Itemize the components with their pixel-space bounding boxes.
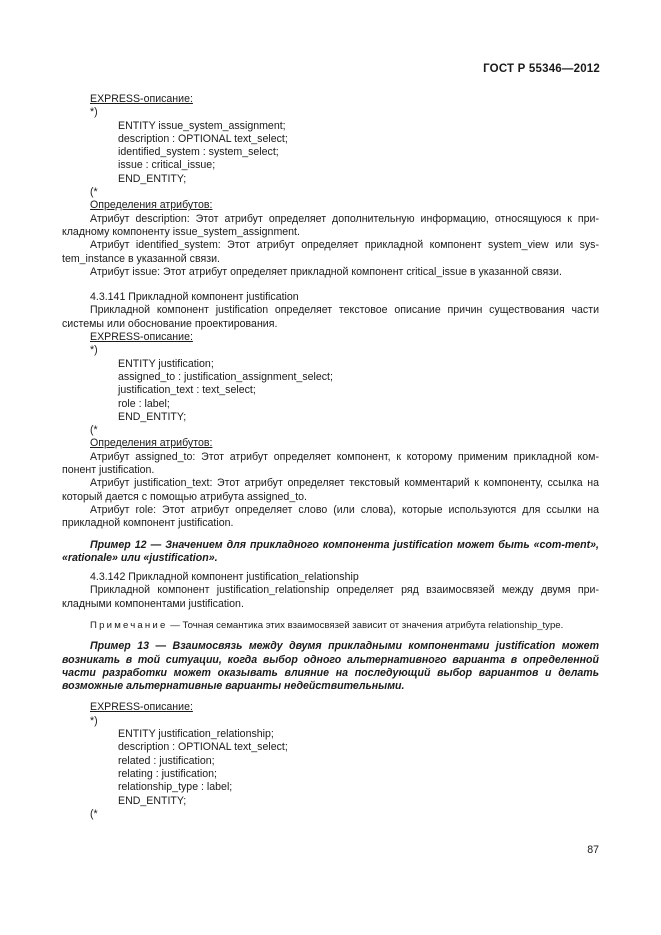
code-line: END_ENTITY; bbox=[118, 172, 187, 185]
note-body: — Точная семантика этих взаимосвязей зависит от значения атрибута relationship_type. bbox=[167, 619, 564, 631]
code-line: description : OPTIONAL text_select; bbox=[118, 741, 288, 754]
attribute-description: Атрибут description: Этот атрибут определяет дополнительную информацию, относящуюся к при-кладному компоненту issue_system_assignment. bbox=[62, 212, 599, 238]
code-line: identified_system : system_select; bbox=[118, 146, 279, 159]
example-text: Пример 12 — Значением для прикладного компонента justification может быть «com-ment», «rationale» или «justification». bbox=[62, 538, 599, 564]
attribute-description: Атрибут identified_system: Этот атрибут определяет прикладной компонент system_view или sys-tem_instance в указанной связи. bbox=[62, 239, 599, 265]
section-heading: 4.3.142 Прикладной компонент justification_relationship bbox=[90, 571, 359, 584]
attributes-label: Определения атрибутов: bbox=[90, 437, 213, 450]
comment-close: (* bbox=[90, 807, 98, 820]
section-description: Прикладной компонент justification определяет текстовое описание причин существования части системы или обоснование проектирования. bbox=[62, 304, 599, 330]
code-line: END_ENTITY; bbox=[118, 410, 187, 423]
document-header: ГОСТ Р 55346—2012 bbox=[483, 63, 600, 75]
code-line: description : OPTIONAL text_select; bbox=[118, 132, 288, 145]
code-line: assigned_to : justification_assignment_select; bbox=[118, 370, 333, 383]
comment-open: *) bbox=[90, 714, 98, 727]
attribute-description: Атрибут assigned_to: Этот атрибут определяет компонент, к которому применим прикладной ком-понент justification. bbox=[62, 450, 599, 477]
express-label: EXPRESS-описание: bbox=[90, 93, 193, 105]
code-line: relating : justification; bbox=[118, 767, 217, 780]
attribute-description: Атрибут issue: Этот атрибут определяет прикладной компонент critical_issue в указанной связи. bbox=[90, 265, 562, 278]
comment-close: (* bbox=[90, 424, 98, 437]
document-body bbox=[62, 93, 599, 821]
code-line: related : justification; bbox=[118, 754, 215, 767]
note-label: Примечание bbox=[90, 619, 168, 631]
express-label: EXPRESS-описание: bbox=[90, 701, 193, 714]
page-number: 87 bbox=[587, 844, 599, 856]
section-description: Прикладной компонент justification_relationship определяет ряд взаимосвязей между двумя при-кладными компонентами justification. bbox=[62, 584, 599, 610]
comment-close: (* bbox=[90, 186, 98, 199]
comment-open: *) bbox=[90, 106, 98, 119]
note-text bbox=[62, 619, 599, 632]
express-label: EXPRESS-описание: bbox=[90, 331, 193, 344]
attributes-label: Определения атрибутов: bbox=[90, 199, 213, 212]
example-text: Пример 13 — Взаимосвязь между двумя прикладными компонентами justification может возникать в той ситуации, когда выбор одного альтернативного варианта в определенной части разработки может оказывать влияние на последующий выбор вариантов и делать возможные альтернативные варианты недействительными. bbox=[62, 640, 599, 693]
attribute-description: Атрибут justification_text: Этот атрибут определяет текстовый комментарий к компоненту, ссылка на который дается с помощью атрибута assigned_to. bbox=[62, 477, 599, 503]
code-line: relationship_type : label; bbox=[118, 781, 233, 794]
code-line: issue : critical_issue; bbox=[118, 159, 216, 172]
attribute-description: Атрибут role: Этот атрибут определяет слово (или слова), которые используются для ссылки на прикладной компонент justification. bbox=[62, 503, 599, 530]
code-line: ENTITY issue_system_assignment; bbox=[118, 119, 286, 132]
comment-open: *) bbox=[90, 344, 98, 357]
code-line: END_ENTITY; bbox=[118, 794, 187, 807]
section-heading: 4.3.141 Прикладной компонент justification bbox=[90, 291, 299, 304]
code-line: role : label; bbox=[118, 397, 170, 410]
code-line: ENTITY justification; bbox=[118, 357, 214, 370]
code-line: justification_text : text_select; bbox=[118, 384, 256, 397]
code-line: ENTITY justification_relationship; bbox=[118, 728, 274, 741]
